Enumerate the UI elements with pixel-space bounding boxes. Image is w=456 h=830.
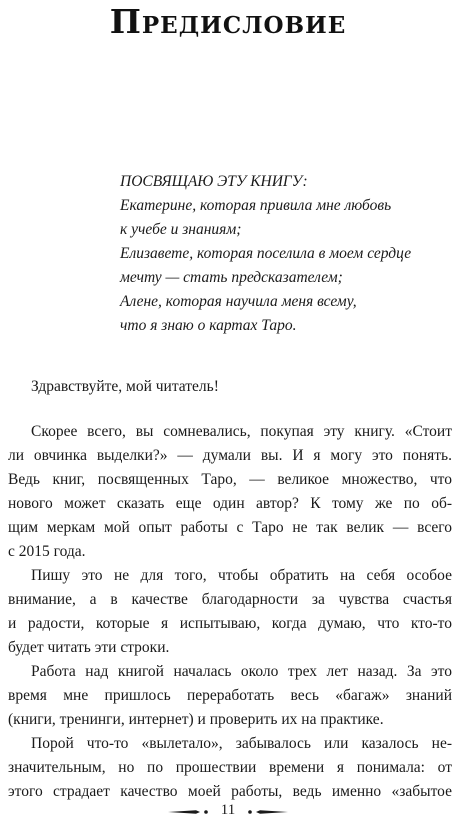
text-line: Работа над книгой началась около трех лет назад. За это xyxy=(31,663,452,680)
text-line: с 2015 года. xyxy=(8,543,86,560)
paragraph xyxy=(8,564,452,660)
paragraph xyxy=(8,660,452,732)
text-line: и радости, которые я испытываю, когда думаю, что кто-то xyxy=(8,615,452,632)
text-line: Ведь книг, посвященных Таро, — великое множество, что xyxy=(8,471,452,488)
text-line: (книги, тренинги, интернет) и проверить их на практике. xyxy=(8,711,384,728)
page-footer xyxy=(0,798,456,826)
dedication-line: что я знаю о картах Таро. xyxy=(120,317,297,334)
paragraph xyxy=(8,732,452,804)
dedication-line: ПОСВЯЩАЮ ЭТУ КНИГУ: xyxy=(120,173,308,190)
text-line: щим меркам мой опыт работы с Таро не так велик — всего xyxy=(8,519,452,536)
text-line: внимание, а в качестве благодарности за чувства счастья xyxy=(8,591,452,608)
text-line: Порой что-то «вылетало», забывалось или казалось не- xyxy=(31,735,452,752)
text-line: Скорее всего, вы сомневались, покупая эту книгу. «Стоит xyxy=(31,423,452,440)
paragraph xyxy=(8,420,452,564)
text-line: время мне пришлось переработать весь «багаж» знаний xyxy=(8,687,452,704)
text-line: будет читать эти строки. xyxy=(8,639,170,656)
text-line: Пишу это не для того, чтобы обратить на себя особое xyxy=(31,567,452,584)
text-line: нового может сказать еще один автор? К тому же по об- xyxy=(8,495,452,512)
chapter-title: Предисловие xyxy=(109,2,347,41)
dedication xyxy=(120,170,456,338)
text-line: этого страдает качество моей работы, ведь именно «забытое xyxy=(8,783,452,800)
dedication-line: Алене, которая научила меня всему, xyxy=(120,293,357,310)
dedication-line: к учебе и знаниям; xyxy=(120,221,242,238)
body-text xyxy=(8,375,452,804)
greeting: Здравствуйте, мой читатель! xyxy=(31,378,219,395)
dedication-line: Елизавете, которая поселила в моем сердце xyxy=(120,245,412,262)
dedication-line: Екатерине, которая привила мне любовь xyxy=(120,197,392,214)
dedication-line: мечту — стать предсказателем; xyxy=(120,269,343,286)
text-line: значительным, но по прошествии времени я понимала: от xyxy=(8,759,452,776)
text-line: ли овчинка выделки?» — думали вы. И я могу это понять. xyxy=(8,447,452,464)
page-number: 11 xyxy=(220,802,236,818)
